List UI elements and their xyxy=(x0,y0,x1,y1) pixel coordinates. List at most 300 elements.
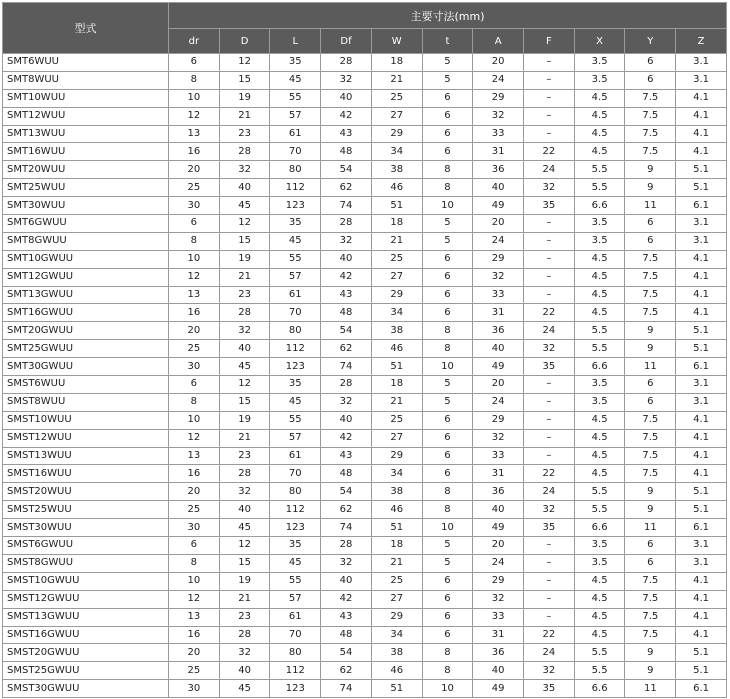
cell-f: – xyxy=(524,572,575,590)
column-header-t: t xyxy=(422,29,473,54)
cell-f: 35 xyxy=(524,680,575,698)
cell-x: 3.5 xyxy=(574,232,625,250)
cell-dr: 30 xyxy=(169,680,220,698)
cell-d: 19 xyxy=(219,250,270,268)
cell-l: 45 xyxy=(270,232,321,250)
cell-z: 6.1 xyxy=(676,358,727,376)
cell-y: 11 xyxy=(625,680,676,698)
cell-d: 21 xyxy=(219,268,270,286)
column-header-l: L xyxy=(270,29,321,54)
cell-l: 57 xyxy=(270,268,321,286)
cell-t: 5 xyxy=(422,71,473,89)
cell-y: 7.5 xyxy=(625,125,676,143)
cell-x: 3.5 xyxy=(574,54,625,72)
cell-a: 29 xyxy=(473,572,524,590)
cell-w: 38 xyxy=(371,483,422,501)
cell-z: 5.1 xyxy=(676,322,727,340)
model-cell: SMT6WUU xyxy=(3,54,169,72)
model-cell: SMT8GWUU xyxy=(3,232,169,250)
cell-w: 38 xyxy=(371,322,422,340)
cell-w: 34 xyxy=(371,304,422,322)
cell-dr: 12 xyxy=(169,590,220,608)
cell-dr: 8 xyxy=(169,232,220,250)
cell-f: – xyxy=(524,537,575,555)
cell-y: 6 xyxy=(625,232,676,250)
table-row xyxy=(3,107,727,125)
cell-f: – xyxy=(524,71,575,89)
table-row xyxy=(3,554,727,572)
cell-t: 6 xyxy=(422,447,473,465)
cell-d: 40 xyxy=(219,179,270,197)
cell-t: 8 xyxy=(422,662,473,680)
cell-x: 4.5 xyxy=(574,411,625,429)
cell-z: 4.1 xyxy=(676,411,727,429)
cell-dr: 20 xyxy=(169,483,220,501)
table-row xyxy=(3,286,727,304)
cell-w: 18 xyxy=(371,215,422,233)
cell-l: 57 xyxy=(270,590,321,608)
cell-x: 4.5 xyxy=(574,125,625,143)
cell-df: 43 xyxy=(321,447,372,465)
cell-a: 36 xyxy=(473,644,524,662)
cell-f: – xyxy=(524,268,575,286)
cell-df: 74 xyxy=(321,358,372,376)
cell-z: 4.1 xyxy=(676,250,727,268)
cell-a: 36 xyxy=(473,161,524,179)
cell-t: 6 xyxy=(422,304,473,322)
cell-t: 8 xyxy=(422,501,473,519)
cell-l: 80 xyxy=(270,322,321,340)
cell-f: – xyxy=(524,429,575,447)
cell-z: 5.1 xyxy=(676,662,727,680)
cell-t: 8 xyxy=(422,340,473,358)
cell-l: 123 xyxy=(270,519,321,537)
model-cell: SMST8GWUU xyxy=(3,554,169,572)
cell-d: 12 xyxy=(219,215,270,233)
cell-dr: 25 xyxy=(169,662,220,680)
cell-a: 40 xyxy=(473,340,524,358)
cell-t: 8 xyxy=(422,483,473,501)
cell-l: 45 xyxy=(270,71,321,89)
cell-t: 5 xyxy=(422,376,473,394)
cell-w: 38 xyxy=(371,161,422,179)
cell-l: 70 xyxy=(270,626,321,644)
cell-df: 43 xyxy=(321,608,372,626)
cell-l: 45 xyxy=(270,393,321,411)
cell-l: 112 xyxy=(270,179,321,197)
cell-w: 21 xyxy=(371,554,422,572)
cell-d: 45 xyxy=(219,519,270,537)
cell-l: 61 xyxy=(270,125,321,143)
cell-f: – xyxy=(524,411,575,429)
cell-dr: 10 xyxy=(169,411,220,429)
cell-x: 3.5 xyxy=(574,215,625,233)
cell-t: 5 xyxy=(422,554,473,572)
cell-dr: 6 xyxy=(169,54,220,72)
cell-t: 10 xyxy=(422,680,473,698)
cell-d: 23 xyxy=(219,447,270,465)
cell-a: 32 xyxy=(473,107,524,125)
cell-d: 12 xyxy=(219,376,270,394)
cell-df: 28 xyxy=(321,376,372,394)
cell-y: 7.5 xyxy=(625,304,676,322)
cell-l: 112 xyxy=(270,662,321,680)
cell-d: 15 xyxy=(219,554,270,572)
table-row xyxy=(3,250,727,268)
cell-x: 4.5 xyxy=(574,143,625,161)
cell-d: 40 xyxy=(219,501,270,519)
cell-dr: 12 xyxy=(169,268,220,286)
cell-w: 46 xyxy=(371,662,422,680)
cell-t: 5 xyxy=(422,54,473,72)
cell-y: 7.5 xyxy=(625,411,676,429)
cell-z: 3.1 xyxy=(676,54,727,72)
model-cell: SMST12GWUU xyxy=(3,590,169,608)
model-cell: SMT8WUU xyxy=(3,71,169,89)
cell-d: 45 xyxy=(219,197,270,215)
cell-a: 24 xyxy=(473,393,524,411)
cell-f: – xyxy=(524,393,575,411)
cell-w: 29 xyxy=(371,608,422,626)
cell-t: 5 xyxy=(422,232,473,250)
cell-w: 25 xyxy=(371,411,422,429)
cell-w: 25 xyxy=(371,89,422,107)
cell-x: 5.5 xyxy=(574,179,625,197)
model-cell: SMST6WUU xyxy=(3,376,169,394)
cell-z: 5.1 xyxy=(676,483,727,501)
cell-z: 3.1 xyxy=(676,232,727,250)
cell-f: – xyxy=(524,286,575,304)
table-row xyxy=(3,358,727,376)
cell-f: – xyxy=(524,89,575,107)
cell-dr: 25 xyxy=(169,501,220,519)
cell-dr: 13 xyxy=(169,286,220,304)
cell-x: 3.5 xyxy=(574,71,625,89)
model-cell: SMT13WUU xyxy=(3,125,169,143)
column-header-y: Y xyxy=(625,29,676,54)
cell-w: 51 xyxy=(371,519,422,537)
cell-d: 28 xyxy=(219,626,270,644)
cell-d: 45 xyxy=(219,358,270,376)
cell-l: 123 xyxy=(270,680,321,698)
cell-df: 48 xyxy=(321,626,372,644)
cell-df: 54 xyxy=(321,644,372,662)
cell-y: 11 xyxy=(625,197,676,215)
cell-df: 42 xyxy=(321,107,372,125)
cell-l: 35 xyxy=(270,376,321,394)
cell-df: 48 xyxy=(321,143,372,161)
cell-d: 40 xyxy=(219,662,270,680)
model-cell: SMST6GWUU xyxy=(3,537,169,555)
cell-y: 9 xyxy=(625,340,676,358)
model-cell: SMT20WUU xyxy=(3,161,169,179)
cell-x: 3.5 xyxy=(574,537,625,555)
cell-z: 4.1 xyxy=(676,89,727,107)
cell-a: 31 xyxy=(473,465,524,483)
cell-x: 3.5 xyxy=(574,393,625,411)
cell-df: 32 xyxy=(321,554,372,572)
cell-df: 28 xyxy=(321,215,372,233)
cell-x: 4.5 xyxy=(574,572,625,590)
cell-x: 6.6 xyxy=(574,197,625,215)
cell-l: 55 xyxy=(270,89,321,107)
cell-l: 57 xyxy=(270,107,321,125)
cell-x: 5.5 xyxy=(574,644,625,662)
cell-a: 31 xyxy=(473,304,524,322)
cell-l: 61 xyxy=(270,447,321,465)
dimensions-table xyxy=(2,2,727,698)
cell-z: 6.1 xyxy=(676,197,727,215)
cell-t: 6 xyxy=(422,411,473,429)
cell-z: 4.1 xyxy=(676,626,727,644)
table-row xyxy=(3,322,727,340)
cell-t: 8 xyxy=(422,179,473,197)
cell-x: 4.5 xyxy=(574,626,625,644)
column-header-d: D xyxy=(219,29,270,54)
cell-df: 40 xyxy=(321,411,372,429)
cell-a: 20 xyxy=(473,54,524,72)
cell-d: 45 xyxy=(219,680,270,698)
model-cell: SMT30WUU xyxy=(3,197,169,215)
cell-dr: 8 xyxy=(169,554,220,572)
cell-d: 32 xyxy=(219,644,270,662)
cell-x: 4.5 xyxy=(574,465,625,483)
cell-t: 8 xyxy=(422,322,473,340)
model-cell: SMT12GWUU xyxy=(3,268,169,286)
cell-t: 6 xyxy=(422,465,473,483)
model-cell: SMT6GWUU xyxy=(3,215,169,233)
cell-dr: 16 xyxy=(169,143,220,161)
cell-d: 19 xyxy=(219,572,270,590)
cell-y: 7.5 xyxy=(625,626,676,644)
cell-dr: 8 xyxy=(169,393,220,411)
cell-df: 43 xyxy=(321,286,372,304)
cell-f: 32 xyxy=(524,662,575,680)
cell-f: – xyxy=(524,447,575,465)
cell-z: 3.1 xyxy=(676,215,727,233)
cell-z: 3.1 xyxy=(676,537,727,555)
cell-y: 7.5 xyxy=(625,590,676,608)
cell-f: 35 xyxy=(524,358,575,376)
cell-y: 6 xyxy=(625,54,676,72)
cell-t: 10 xyxy=(422,197,473,215)
cell-w: 46 xyxy=(371,340,422,358)
cell-l: 80 xyxy=(270,161,321,179)
cell-a: 36 xyxy=(473,322,524,340)
cell-a: 49 xyxy=(473,519,524,537)
cell-df: 48 xyxy=(321,304,372,322)
cell-a: 29 xyxy=(473,411,524,429)
cell-t: 10 xyxy=(422,358,473,376)
cell-d: 15 xyxy=(219,232,270,250)
cell-t: 6 xyxy=(422,107,473,125)
cell-x: 5.5 xyxy=(574,340,625,358)
cell-z: 4.1 xyxy=(676,590,727,608)
model-cell: SMST16GWUU xyxy=(3,626,169,644)
cell-x: 6.6 xyxy=(574,680,625,698)
cell-a: 49 xyxy=(473,358,524,376)
cell-y: 7.5 xyxy=(625,572,676,590)
cell-a: 33 xyxy=(473,608,524,626)
column-header-a: A xyxy=(473,29,524,54)
cell-f: 24 xyxy=(524,322,575,340)
cell-df: 62 xyxy=(321,662,372,680)
cell-t: 6 xyxy=(422,608,473,626)
table-row xyxy=(3,54,727,72)
cell-l: 70 xyxy=(270,465,321,483)
model-cell: SMT30GWUU xyxy=(3,358,169,376)
cell-f: – xyxy=(524,125,575,143)
cell-y: 7.5 xyxy=(625,608,676,626)
cell-y: 6 xyxy=(625,537,676,555)
model-cell: SMT16GWUU xyxy=(3,304,169,322)
cell-d: 28 xyxy=(219,465,270,483)
column-header-z: Z xyxy=(676,29,727,54)
cell-d: 21 xyxy=(219,429,270,447)
cell-a: 29 xyxy=(473,89,524,107)
cell-df: 28 xyxy=(321,54,372,72)
cell-x: 4.5 xyxy=(574,268,625,286)
cell-y: 7.5 xyxy=(625,250,676,268)
cell-w: 46 xyxy=(371,501,422,519)
cell-l: 112 xyxy=(270,501,321,519)
cell-w: 46 xyxy=(371,179,422,197)
cell-df: 48 xyxy=(321,465,372,483)
cell-f: – xyxy=(524,376,575,394)
cell-w: 21 xyxy=(371,232,422,250)
cell-a: 29 xyxy=(473,250,524,268)
cell-t: 6 xyxy=(422,286,473,304)
cell-dr: 10 xyxy=(169,89,220,107)
table-row xyxy=(3,590,727,608)
model-cell: SMST25WUU xyxy=(3,501,169,519)
cell-f: – xyxy=(524,107,575,125)
cell-l: 70 xyxy=(270,143,321,161)
cell-y: 9 xyxy=(625,483,676,501)
cell-x: 4.5 xyxy=(574,286,625,304)
cell-y: 7.5 xyxy=(625,286,676,304)
cell-a: 31 xyxy=(473,626,524,644)
cell-w: 18 xyxy=(371,376,422,394)
cell-x: 6.6 xyxy=(574,358,625,376)
cell-t: 6 xyxy=(422,268,473,286)
cell-dr: 13 xyxy=(169,608,220,626)
cell-f: 32 xyxy=(524,179,575,197)
model-cell: SMST20WUU xyxy=(3,483,169,501)
cell-t: 6 xyxy=(422,89,473,107)
cell-df: 42 xyxy=(321,590,372,608)
model-cell: SMT20GWUU xyxy=(3,322,169,340)
table-row xyxy=(3,429,727,447)
cell-z: 3.1 xyxy=(676,554,727,572)
cell-y: 9 xyxy=(625,179,676,197)
cell-f: 35 xyxy=(524,197,575,215)
cell-w: 29 xyxy=(371,125,422,143)
cell-w: 34 xyxy=(371,143,422,161)
cell-a: 24 xyxy=(473,554,524,572)
table-row xyxy=(3,376,727,394)
table-row xyxy=(3,537,727,555)
cell-d: 32 xyxy=(219,483,270,501)
cell-d: 23 xyxy=(219,125,270,143)
cell-z: 4.1 xyxy=(676,447,727,465)
cell-z: 5.1 xyxy=(676,179,727,197)
cell-x: 4.5 xyxy=(574,429,625,447)
cell-dr: 12 xyxy=(169,107,220,125)
cell-y: 6 xyxy=(625,376,676,394)
cell-z: 4.1 xyxy=(676,304,727,322)
cell-d: 21 xyxy=(219,107,270,125)
cell-a: 33 xyxy=(473,447,524,465)
cell-t: 6 xyxy=(422,125,473,143)
model-cell: SMT16WUU xyxy=(3,143,169,161)
cell-w: 27 xyxy=(371,107,422,125)
model-cell: SMST8WUU xyxy=(3,393,169,411)
cell-dr: 25 xyxy=(169,179,220,197)
cell-z: 5.1 xyxy=(676,161,727,179)
cell-dr: 6 xyxy=(169,215,220,233)
cell-f: 32 xyxy=(524,501,575,519)
cell-x: 5.5 xyxy=(574,662,625,680)
cell-w: 38 xyxy=(371,644,422,662)
table-row xyxy=(3,125,727,143)
cell-w: 25 xyxy=(371,572,422,590)
cell-y: 11 xyxy=(625,358,676,376)
cell-d: 19 xyxy=(219,89,270,107)
cell-w: 18 xyxy=(371,54,422,72)
cell-w: 29 xyxy=(371,447,422,465)
cell-df: 62 xyxy=(321,340,372,358)
cell-a: 24 xyxy=(473,232,524,250)
cell-z: 4.1 xyxy=(676,429,727,447)
cell-a: 32 xyxy=(473,429,524,447)
cell-t: 6 xyxy=(422,429,473,447)
cell-dr: 8 xyxy=(169,71,220,89)
cell-d: 19 xyxy=(219,411,270,429)
cell-a: 36 xyxy=(473,483,524,501)
cell-x: 4.5 xyxy=(574,89,625,107)
table-header xyxy=(3,3,727,54)
cell-w: 51 xyxy=(371,680,422,698)
cell-z: 5.1 xyxy=(676,644,727,662)
cell-dr: 20 xyxy=(169,644,220,662)
cell-a: 31 xyxy=(473,143,524,161)
cell-a: 33 xyxy=(473,125,524,143)
cell-x: 5.5 xyxy=(574,322,625,340)
table-row xyxy=(3,447,727,465)
cell-d: 32 xyxy=(219,161,270,179)
table-row xyxy=(3,644,727,662)
cell-y: 7.5 xyxy=(625,268,676,286)
cell-d: 40 xyxy=(219,340,270,358)
cell-w: 51 xyxy=(371,197,422,215)
cell-z: 4.1 xyxy=(676,107,727,125)
model-cell: SMT13GWUU xyxy=(3,286,169,304)
cell-d: 32 xyxy=(219,322,270,340)
cell-df: 40 xyxy=(321,572,372,590)
table-row xyxy=(3,393,727,411)
column-header-w: W xyxy=(371,29,422,54)
table-row xyxy=(3,232,727,250)
model-cell: SMST12WUU xyxy=(3,429,169,447)
cell-dr: 12 xyxy=(169,429,220,447)
cell-f: – xyxy=(524,232,575,250)
cell-dr: 10 xyxy=(169,250,220,268)
table-row xyxy=(3,268,727,286)
table-row xyxy=(3,304,727,322)
cell-z: 6.1 xyxy=(676,680,727,698)
cell-y: 7.5 xyxy=(625,447,676,465)
